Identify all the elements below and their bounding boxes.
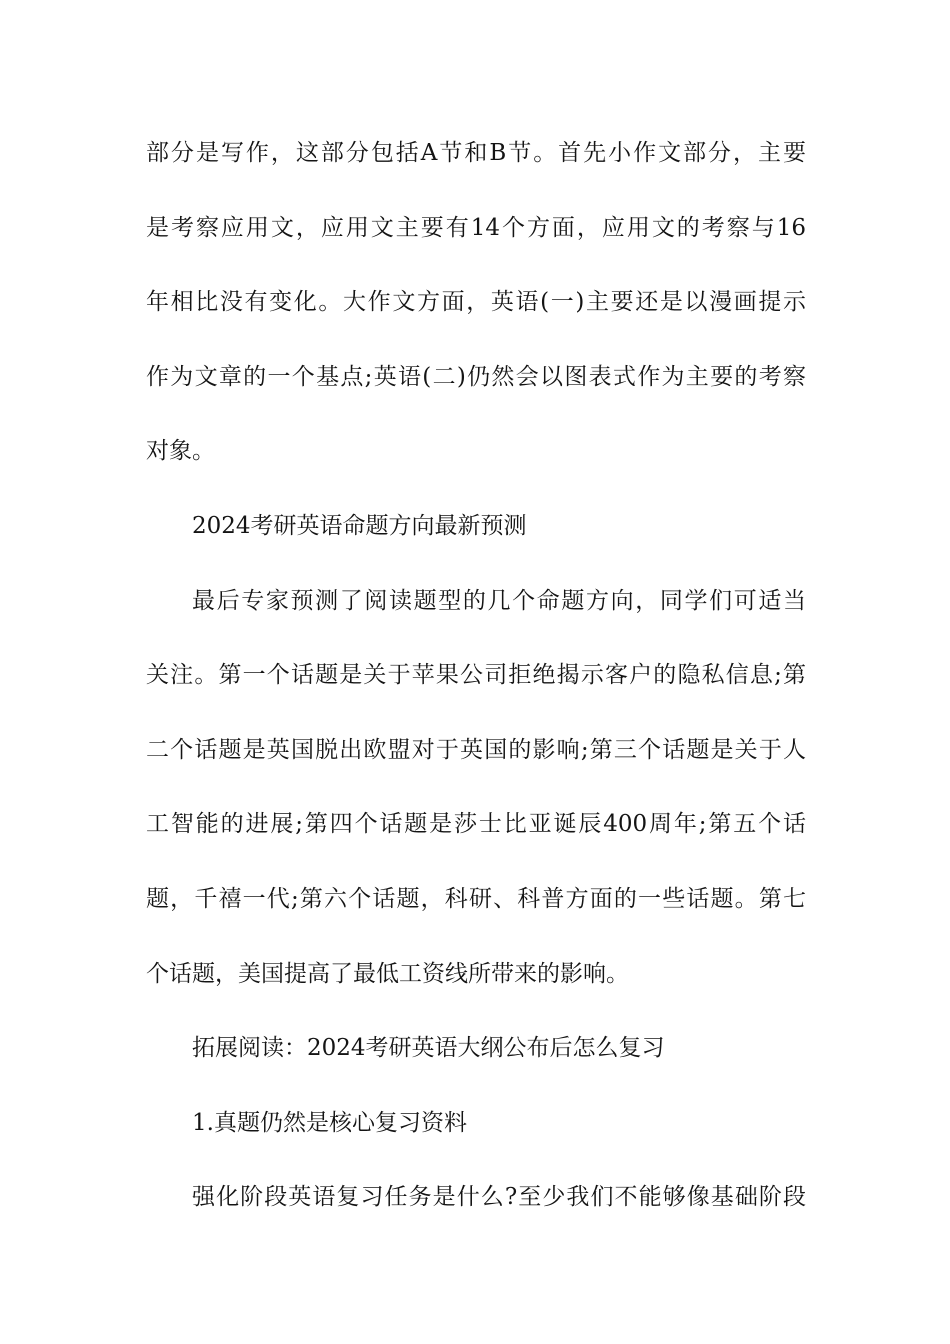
text-line: 关注。第一个话题是关于苹果公司拒绝揭示客户的隐私信息;第 [146,662,806,689]
text-line: 部分是写作，这部分包括A节和B节。首先小作文部分，主要 [146,140,806,166]
section-heading: 拓展阅读：2024考研英语大纲公布后怎么复习 [192,1035,665,1062]
text-line: 工智能的进展;第四个话题是莎士比亚诞辰400周年;第五个话 [146,811,806,838]
text-line: 个话题，美国提高了最低工资线所带来的影响。 [146,960,629,987]
text-line: 作为文章的一个基点;英语(二)仍然会以图表式作为主要的考察 [146,363,806,390]
document-body [146,116,806,1235]
text-line: 强化阶段英语复习任务是什么?至少我们不能够像基础阶段 [192,1184,806,1211]
text-line: 最后专家预测了阅读题型的几个命题方向，同学们可适当 [192,587,806,614]
list-item-heading: 1.真题仍然是核心复习资料 [192,1109,467,1136]
text-line: 是考察应用文，应用文主要有14个方面，应用文的考察与16 [146,214,806,241]
text-line: 题，千禧一代;第六个话题，科研、科普方面的一些话题。第七 [146,885,806,912]
text-line: 年相比没有变化。大作文方面，英语(一)主要还是以漫画提示 [146,289,806,316]
text-line: 对象。 [146,438,215,465]
text-line: 二个话题是英国脱出欧盟对于英国的影响;第三个话题是关于人 [146,736,806,763]
section-heading: 2024考研英语命题方向最新预测 [192,512,527,539]
